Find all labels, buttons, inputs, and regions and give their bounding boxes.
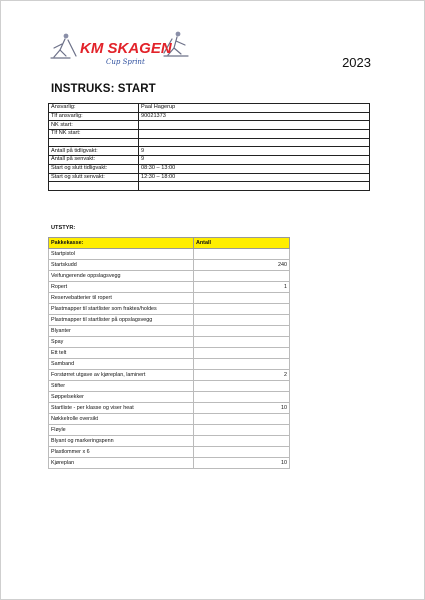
equipment-row [49,293,290,304]
info-value: 9 [139,156,370,165]
info-row [49,164,370,173]
equipment-count [194,381,290,392]
equipment-row [49,359,290,370]
equipment-count [194,326,290,337]
equipment-count [194,304,290,315]
equipment-item: Nøkkelrolle oversikt [49,414,194,425]
equipment-count [194,315,290,326]
equipment-count [194,293,290,304]
info-label: Start og slutt senvakt: [49,173,139,182]
column-header-count: Antall [194,238,290,249]
equipment-count: 10 [194,403,290,414]
info-value [139,182,370,191]
equipment-row [49,403,290,414]
info-label: Start og slutt tidligvakt: [49,164,139,173]
equipment-row [49,304,290,315]
info-value: 12:30 – 18:00 [139,173,370,182]
equipment-count [194,337,290,348]
equipment-item: Reservebatterier til ropert [49,293,194,304]
info-label: Antall på senvakt: [49,156,139,165]
equipment-count [194,425,290,436]
equipment-item: Forstørret utgave av kjøreplan, laminert [49,370,194,381]
equipment-item: Ett telt [49,348,194,359]
info-label [49,182,139,191]
info-label [49,138,139,147]
equipment-item: Blyanter [49,326,194,337]
info-row [49,104,370,113]
equipment-item: Plastmapper til startlister som fraktes/holdes [49,304,194,315]
info-value [139,138,370,147]
equipment-row [49,458,290,469]
equipment-count [194,392,290,403]
equipment-table [48,237,290,469]
equipment-count [194,271,290,282]
info-row [49,182,370,191]
section-label: UTSTYR: [51,225,76,231]
equipment-count [194,249,290,260]
equipment-row [49,425,290,436]
equipment-count [194,348,290,359]
equipment-row [49,326,290,337]
info-value [139,130,370,139]
equipment-item: Plastmapper til startlister på oppslagsvegg [49,315,194,326]
equipment-item: Blyant og markeringspenn [49,436,194,447]
equipment-count: 2 [194,370,290,381]
logo-script: Cup Sprint [106,58,145,66]
year: 2023 [342,55,371,70]
info-value [139,121,370,130]
info-value: Paal Hagerup [139,104,370,113]
info-row [49,130,370,139]
equipment-count [194,447,290,458]
equipment-item: Stifter [49,381,194,392]
logo-text: KM SKAGEN [80,40,172,57]
info-row [49,112,370,121]
equipment-item: Startpistol [49,249,194,260]
info-row [49,121,370,130]
equipment-item: Spay [49,337,194,348]
equipment-row [49,436,290,447]
page-title: INSTRUKS: START [51,83,156,95]
equipment-item: Ropert [49,282,194,293]
info-value: 08:30 – 13:00 [139,164,370,173]
km-skagen-logo [48,26,198,70]
info-label: Tlf ansvarlig: [49,112,139,121]
info-row [49,156,370,165]
equipment-row [49,271,290,282]
equipment-row [49,414,290,425]
column-header-item: Pakkekasse: [49,238,194,249]
equipment-item: Startliste - per klasse og viser heat [49,403,194,414]
info-label: NK start: [49,121,139,130]
equipment-row [49,249,290,260]
equipment-row [49,282,290,293]
info-row [49,138,370,147]
equipment-row [49,348,290,359]
info-label: Antall på tidligvakt: [49,147,139,156]
equipment-row [49,260,290,271]
equipment-header-row [49,238,290,249]
equipment-item: Kjøreplan [49,458,194,469]
equipment-count: 10 [194,458,290,469]
skier-icon [51,34,76,58]
equipment-row [49,370,290,381]
info-label: Ansvarlig: [49,104,139,113]
equipment-row [49,447,290,458]
equipment-row [49,337,290,348]
equipment-count: 1 [194,282,290,293]
equipment-count [194,414,290,425]
equipment-item: Plastlommer x 6 [49,447,194,458]
info-value: 9 [139,147,370,156]
info-table [48,103,370,191]
equipment-count [194,436,290,447]
info-row [49,173,370,182]
equipment-row [49,381,290,392]
info-row [49,147,370,156]
equipment-item: Startskudd [49,260,194,271]
equipment-item: Veifungerende oppslagsvegg [49,271,194,282]
equipment-item: Søppelsekker [49,392,194,403]
equipment-row [49,315,290,326]
equipment-item: Fløyle [49,425,194,436]
info-value: 90021373 [139,112,370,121]
equipment-count [194,359,290,370]
equipment-item: Samband [49,359,194,370]
info-label: Tlf NK start: [49,130,139,139]
equipment-row [49,392,290,403]
equipment-count: 240 [194,260,290,271]
